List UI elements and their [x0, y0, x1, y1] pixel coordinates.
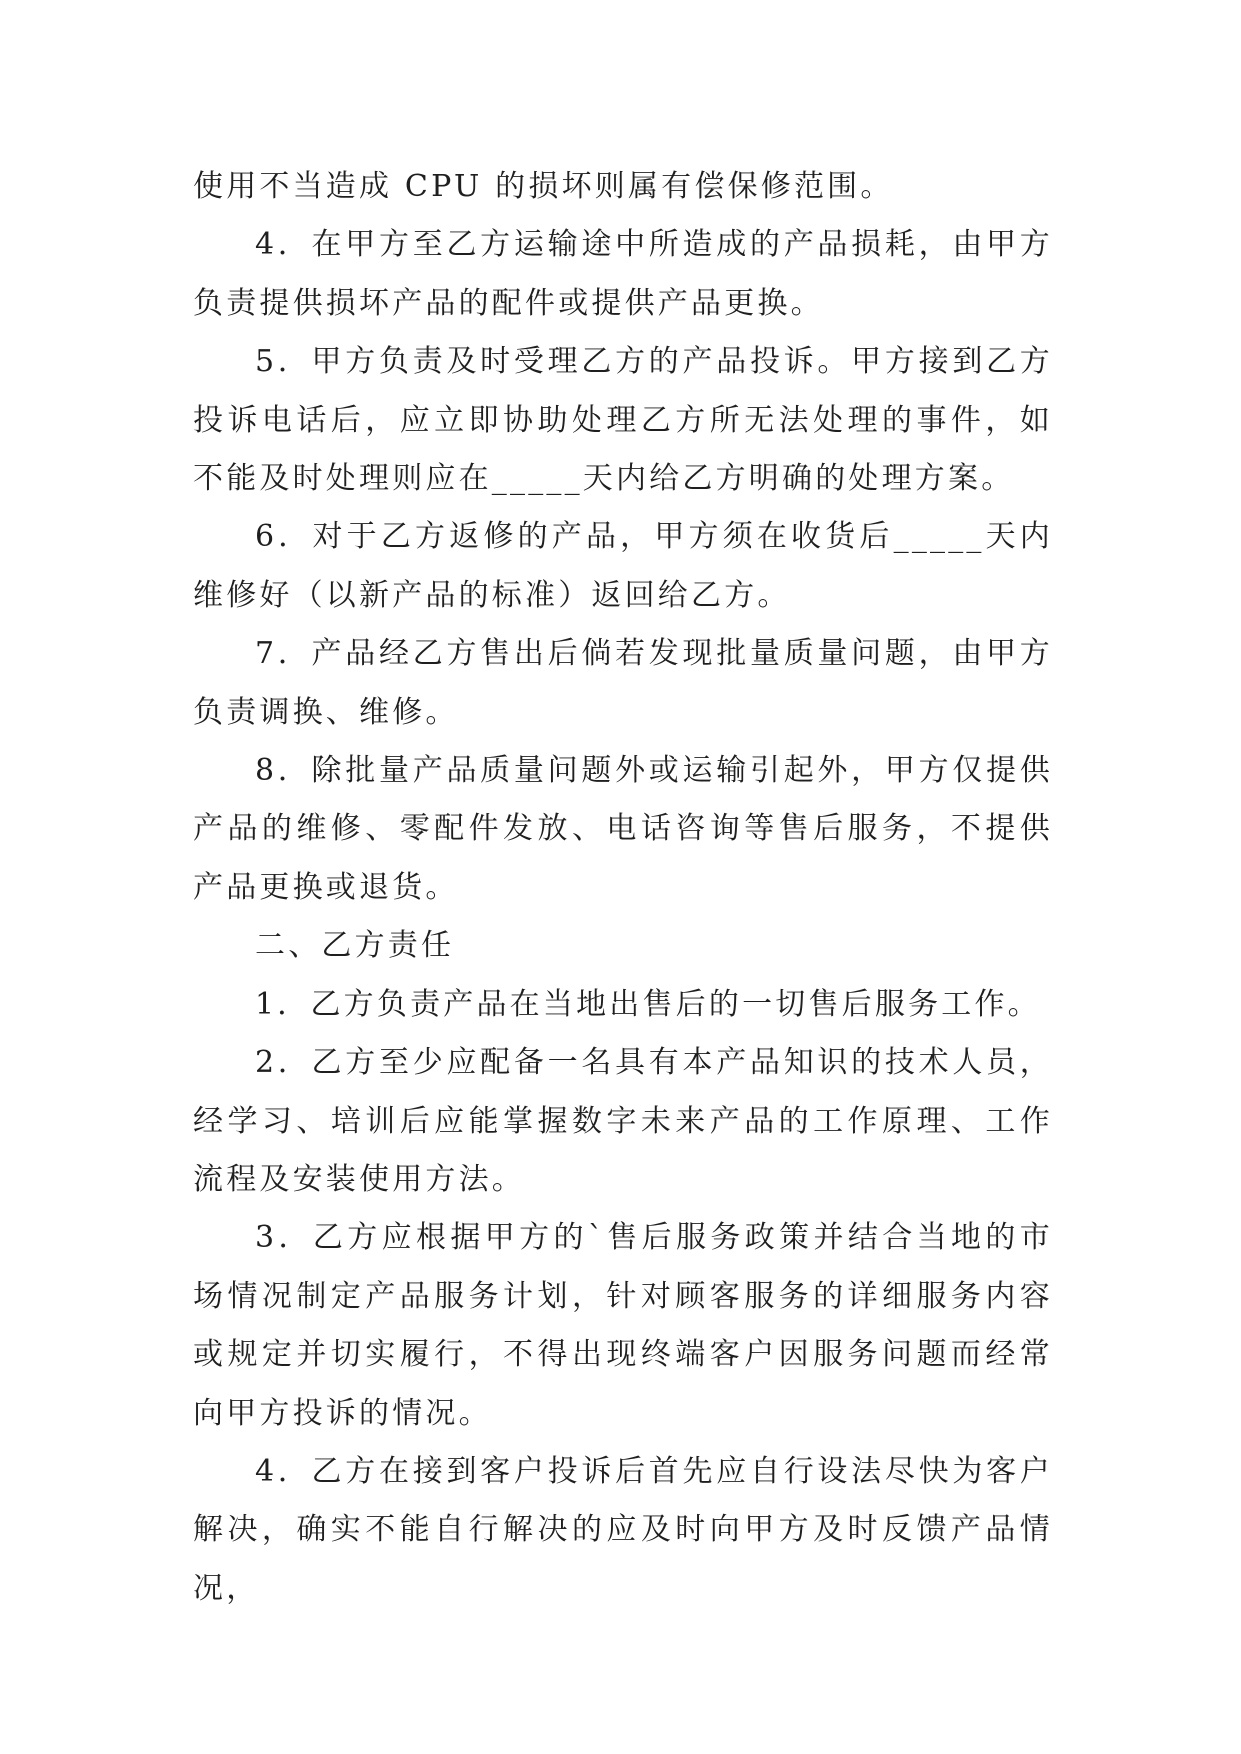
- paragraph-item-5-complaints: 5．甲方负责及时受理乙方的产品投诉。甲方接到乙方投诉电话后，应立即协助处理乙方所无法处理的事件，如不能及时处理则应在_____天内给乙方明确的处理方案。: [193, 344, 1053, 497]
- section-heading-party-b: 二、乙方责任: [255, 928, 455, 964]
- paragraph-item-7-batch-quality: 7．产品经乙方售出后倘若发现批量质量问题，由甲方负责调换、维修。: [193, 636, 1053, 730]
- document-body: [193, 158, 1053, 1618]
- paragraph-item-8-after-sales: 8．除批量产品质量问题外或运输引起外，甲方仅提供产品的维修、零配件发放、电话咨询等售后服务，不提供产品更换或退货。: [193, 753, 1053, 905]
- paragraph-b-item-1: 1．乙方负责产品在当地出售后的一切售后服务工作。: [255, 986, 1041, 1022]
- paragraph-b-item-3: 3．乙方应根据甲方的`售后服务政策并结合当地的市场情况制定产品服务计划，针对顾客服务的详细服务内容或规定并切实履行，不得出现终端客户因服务问题而经常向甲方投诉的情况。: [193, 1220, 1053, 1431]
- paragraph-b-item-2: 2．乙方至少应配备一名具有本产品知识的技术人员，经学习、培训后应能掌握数字未来产品的工作原理、工作流程及安装使用方法。: [193, 1045, 1053, 1197]
- paragraph-cpu-damage: 使用不当造成 CPU 的损坏则属有偿保修范围。: [193, 169, 894, 204]
- paragraph-item-4-transport-loss: 4．在甲方至乙方运输途中所造成的产品损耗，由甲方负责提供损坏产品的配件或提供产品更换。: [193, 227, 1053, 321]
- paragraph-item-6-repair: 6．对于乙方返修的产品，甲方须在收货后_____天内维修好（以新产品的标准）返回给乙方。: [193, 519, 1053, 613]
- paragraph-b-item-4: 4．乙方在接到客户投诉后首先应自行设法尽快为客户解决，确实不能自行解决的应及时向甲方及时反馈产品情况，: [193, 1453, 1053, 1606]
